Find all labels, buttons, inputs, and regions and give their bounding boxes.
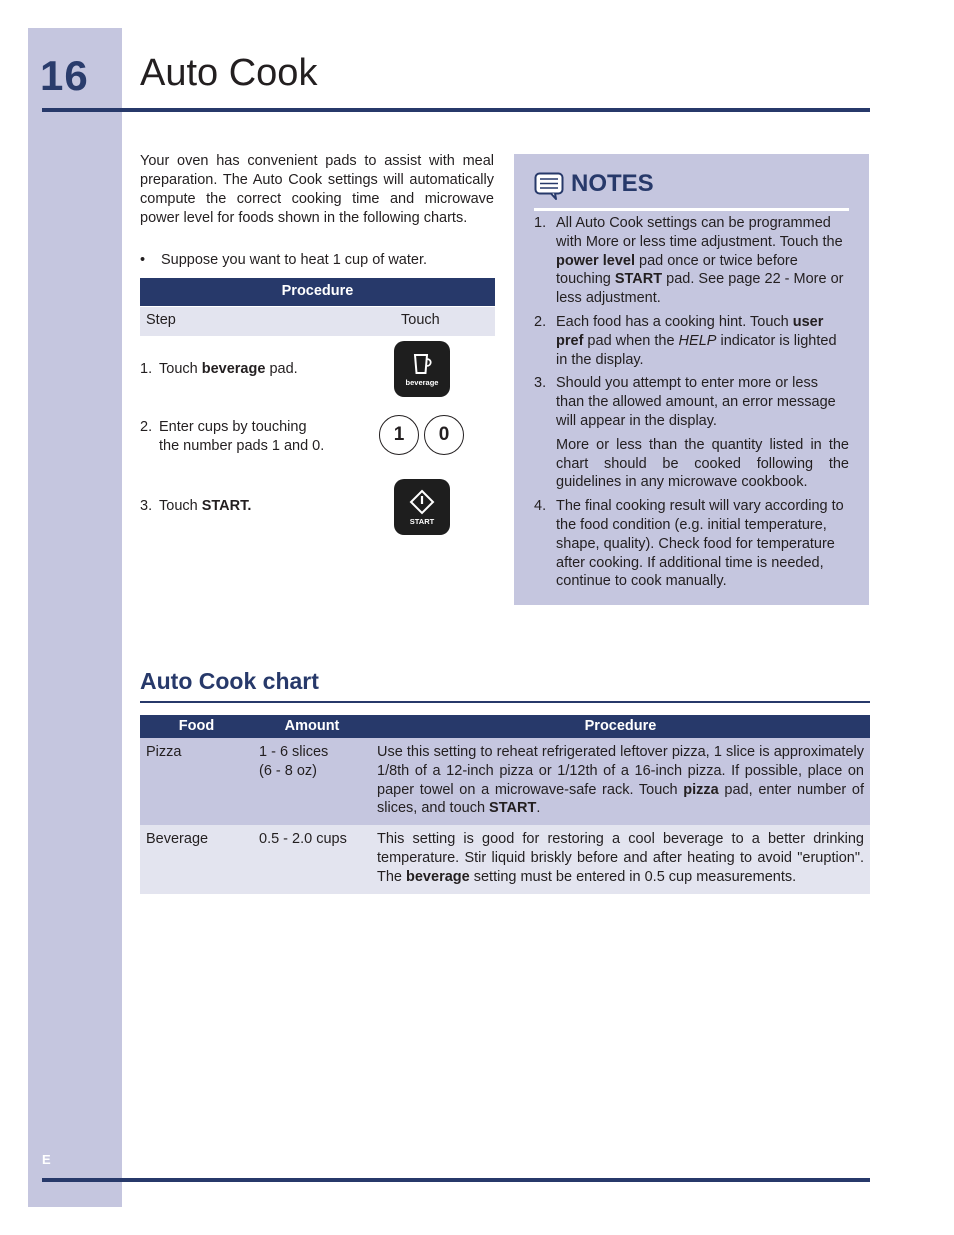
procedure-bold: START xyxy=(489,800,537,817)
bullet-text: Suppose you want to heat 1 cup of water. xyxy=(161,252,428,268)
note-number: 4. xyxy=(534,498,547,515)
intro-paragraph: Your oven has convenient pads to assist with meal preparation. The Auto Cook settings will automatically compute the correct cooking time and microwave power level for foods shown in the following charts. xyxy=(140,153,494,226)
step-bold-text: START. xyxy=(201,498,252,514)
start-pad-label: START xyxy=(409,516,435,526)
procedure-span: . xyxy=(536,800,541,817)
procedure-header: Procedure xyxy=(140,278,495,306)
table-header-row xyxy=(140,715,870,738)
start-diamond-icon xyxy=(409,489,435,515)
step-column-label: Step xyxy=(146,312,176,328)
step-text: Touch xyxy=(159,498,202,514)
food-cell: Beverage xyxy=(140,825,253,893)
procedure-bold: pizza xyxy=(683,781,719,798)
note-text: Should you attempt to enter more or less than the allowed amount, an error message will appear in the display. xyxy=(556,375,836,429)
note-extra-text: More or less than the quantity listed in the chart should be cooked following the guidelines in any microwave cookbook. xyxy=(556,436,849,491)
page-number: 16 xyxy=(40,52,89,99)
note-number: 3. xyxy=(534,375,547,392)
note-item-2 xyxy=(534,313,849,369)
bullet-dot: • xyxy=(140,252,146,268)
note-bold: user pref xyxy=(556,313,824,349)
procedure-subheader xyxy=(140,307,495,336)
intro-bullet xyxy=(140,251,494,270)
step-text: Enter cups by touching xyxy=(159,419,307,435)
auto-cook-table xyxy=(140,715,870,894)
note-bold: START xyxy=(614,271,663,288)
beverage-pad-label: beverage xyxy=(405,377,439,387)
start-pad-button xyxy=(394,479,450,535)
step-text: the number pads 1 and 0. xyxy=(159,438,325,454)
procedure-column-header: Procedure xyxy=(371,715,870,738)
table-row xyxy=(140,825,870,893)
amount-cell: 0.5 - 2.0 cups xyxy=(253,825,371,893)
procedure-step-1 xyxy=(140,360,298,379)
chart-title: Auto Cook chart xyxy=(140,668,319,694)
amount-line: 1 - 6 slices xyxy=(259,744,329,760)
procedure-span: setting must be entered in 0.5 cup measurements. xyxy=(469,868,797,885)
notes-box xyxy=(514,154,869,605)
language-marker: E xyxy=(42,1152,51,1167)
note-span: pad. See page 22 - More or less adjustment. xyxy=(556,271,844,307)
note-item-1 xyxy=(534,214,849,308)
procedure-span: pad, enter number of slices, and touch xyxy=(377,781,864,817)
step-number: 1. xyxy=(140,361,153,377)
note-text: The final cooking result will vary according to the food condition (e.g. initial temperature, shape, quality). Check food for temperature after cooking. If additional time is needed, continue to cook manually. xyxy=(556,498,844,590)
notes-icon xyxy=(534,172,564,200)
sidebar-band xyxy=(28,28,122,1207)
number-pad-0: 0 xyxy=(424,415,464,455)
note-item-4 xyxy=(534,497,849,591)
procedure-bold: beverage xyxy=(406,868,470,885)
table-row xyxy=(140,738,870,825)
step-text: Touch xyxy=(159,361,202,377)
procedure-step-2 xyxy=(140,418,324,456)
number-pad-1: 1 xyxy=(379,415,419,455)
note-italic: HELP xyxy=(678,332,717,349)
note-text xyxy=(556,313,849,369)
step-number: 2. xyxy=(140,419,153,435)
note-span: pad when the xyxy=(583,332,679,349)
touch-column-label: Touch xyxy=(401,312,440,328)
cup-icon xyxy=(411,352,433,376)
procedure-cell xyxy=(371,825,870,893)
procedure-span: This setting is good for restoring a cool beverage to a better drinking temperature. Stir liquid briskly before and after heating to avoid "eruption". The xyxy=(377,831,864,885)
procedure-span: Use this setting to reheat refrigerated leftover pizza, 1 slice is approximately 1/8th of a 12-inch pizza or 1/12th of a 16-inch pizza. If possible, place on paper towel on a microwave-safe rack. Touch xyxy=(377,744,864,798)
food-cell: Pizza xyxy=(140,738,253,825)
amount-line: (6 - 8 oz) xyxy=(259,762,318,779)
note-number: 2. xyxy=(534,313,547,330)
notes-header xyxy=(534,170,849,211)
note-span: All Auto Cook settings can be programmed with More or less time adjustment. Touch the xyxy=(556,215,843,250)
amount-cell xyxy=(253,738,371,825)
notes-title: NOTES xyxy=(571,170,654,197)
chart-title-rule xyxy=(140,701,870,703)
step-number: 3. xyxy=(140,498,153,514)
procedure-cell xyxy=(371,738,870,825)
note-number: 1. xyxy=(534,215,547,231)
food-column-header: Food xyxy=(140,715,253,738)
header-rule xyxy=(42,108,870,112)
beverage-pad-button xyxy=(394,341,450,397)
procedure-step-3 xyxy=(140,497,251,516)
footer-rule xyxy=(42,1178,870,1182)
note-span: Each food has a cooking hint. Touch xyxy=(556,313,793,330)
amount-column-header: Amount xyxy=(253,715,371,738)
note-span: pad once or twice before touching xyxy=(556,252,798,288)
note-item-3 xyxy=(534,374,849,492)
notes-list xyxy=(534,214,849,596)
step-bold-text: beverage xyxy=(201,361,266,377)
note-bold: power level xyxy=(556,252,635,269)
note-text xyxy=(556,214,849,308)
note-span: indicator is lighted in the display. xyxy=(556,332,837,368)
page-title: Auto Cook xyxy=(140,52,318,94)
step-text: pad. xyxy=(265,361,298,377)
